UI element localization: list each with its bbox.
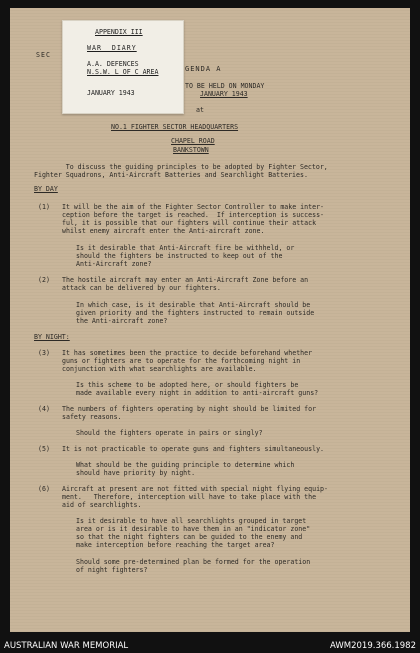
item-number: (4) (38, 405, 50, 413)
item-question-line: should have priority by night. (76, 469, 196, 477)
item-question-line: area or is it desirable to have them in an "indicator zone" (76, 525, 311, 533)
item-text-line: The hostile aircraft may enter an Anti-Aircraft Zone before an (62, 276, 309, 284)
item-text-line: safety reasons. (62, 413, 122, 421)
item-text-line: guns or fighters are to operate for the forthcoming night in (62, 357, 301, 365)
item-question-line: the Anti-aircraft zone? (76, 317, 168, 325)
at-text: at (196, 106, 204, 114)
item-question-line: given priority and the fighters instructed to remain outside (76, 309, 315, 317)
item-question-line: of night fighters? (76, 566, 148, 574)
item-text-line: It will be the aim of the Fighter Sector Controller to make inter- (62, 203, 325, 211)
label-area: N.S.W. L OF C AREA (87, 68, 159, 76)
document-page (10, 8, 410, 632)
section-heading-by-night: BY NIGHT: (34, 333, 70, 341)
item-question-line: Is this scheme to be adopted here, or should fighters be (76, 381, 299, 389)
label-defences: A.A. DEFENCES (87, 60, 139, 68)
item-text-line: ment. Therefore, interception will have to take place with the (62, 493, 317, 501)
item-question-line: so that the night fighters can be guided to the enemy and (76, 533, 303, 541)
item-number: (2) (38, 276, 50, 284)
item-question-line: Is it desirable to have all searchlights grouped in target (76, 517, 307, 525)
date-fragment: JANUARY 1943 (200, 90, 248, 98)
item-question-line: What should be the guiding principle to determine which (76, 461, 295, 469)
item-text-line: It has sometimes been the practice to decide beforehand whether (62, 349, 313, 357)
archive-label-card (62, 20, 184, 114)
label-appendix: APPENDIX III (95, 28, 143, 36)
archive-footer-bar (0, 637, 420, 653)
item-question-line: should the fighters be instructed to keep out of the (76, 252, 283, 260)
intro-line-2: Fighter Squadrons, Anti-Aircraft Batteries and Searchlight Batteries. (34, 171, 308, 179)
label-date: JANUARY 1943 (87, 89, 135, 97)
item-text-line: conjunction with what searchlights are available. (62, 365, 257, 373)
item-question-line: make interception before reaching the target area? (76, 541, 275, 549)
location-line-1: NO.1 FIGHTER SECTOR HEADQUARTERS (111, 123, 239, 131)
held-on-fragment: TO BE HELD ON MONDAY (185, 82, 265, 90)
item-text-line: attack can be delivered by our fighters. (62, 284, 221, 292)
item-number: (6) (38, 485, 50, 493)
item-text-line: ception before the target is reached. If interception is success- (62, 211, 325, 219)
item-question-line: Should some pre-determined plan be formed for the operation (76, 558, 311, 566)
footer-accession-number: AWM2019.366.1982 (330, 641, 416, 651)
footer-institution: AUSTRALIAN WAR MEMORIAL (4, 641, 129, 651)
item-question-line: made available every night in addition to anti-aircraft guns? (76, 389, 319, 397)
item-question-line: Should the fighters operate in pairs or singly? (76, 429, 263, 437)
item-text-line: ful, it is possible that our fighters will continue their attack (62, 219, 317, 227)
item-text-line: aid of searchlights. (62, 501, 142, 509)
label-war-diary: WAR DIARY (87, 44, 137, 52)
header-left-fragment: SEC (36, 51, 51, 59)
item-text-line: The numbers of fighters operating by night should be limited for (62, 405, 317, 413)
location-line-3: BANKSTOWN (173, 146, 209, 154)
item-number: (1) (38, 203, 50, 211)
section-heading-by-day: BY DAY (34, 185, 58, 193)
item-text-line: Aircraft at present are not fitted with special night flying equip- (62, 485, 328, 493)
item-question-line: Is it desirable that Anti-Aircraft fire be withheld, or (76, 244, 295, 252)
intro-line-1: To discuss the guiding principles to be adopted by Fighter Sector, (34, 163, 328, 171)
item-text-line: It is not practicable to operate guns and fighters simultaneously. (62, 445, 325, 453)
item-question-line: In which case, is it desirable that Anti-Aircraft should be (76, 301, 311, 309)
location-line-2: CHAPEL ROAD (171, 137, 215, 145)
item-question-line: Anti-Aircraft zone? (76, 260, 152, 268)
item-number: (3) (38, 349, 50, 357)
agenda-fragment: GENDA A (185, 65, 222, 73)
item-number: (5) (38, 445, 50, 453)
item-text-line: whilst enemy aircraft enter the Anti-aircraft zone. (62, 227, 265, 235)
